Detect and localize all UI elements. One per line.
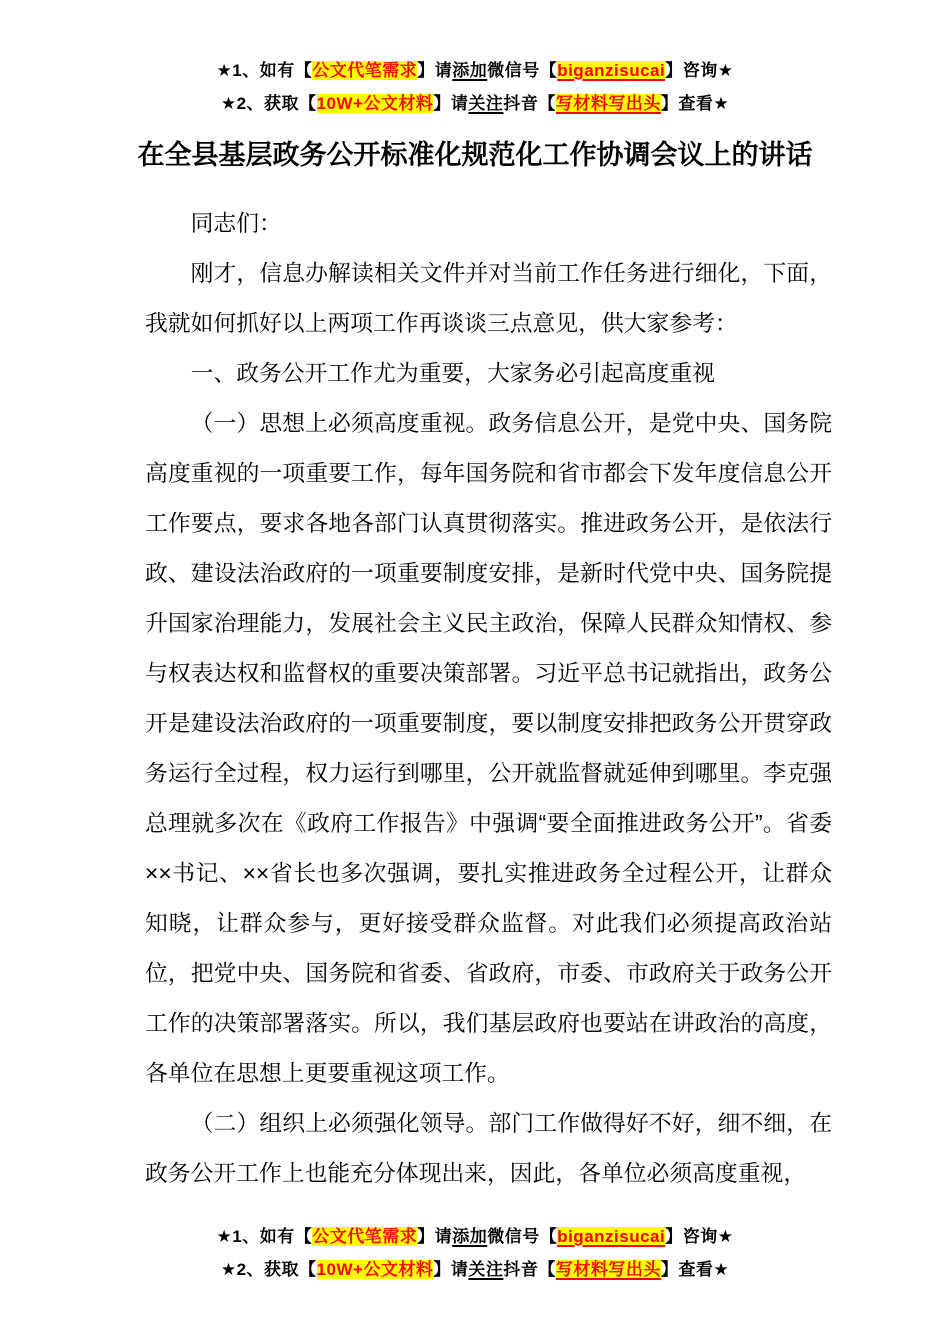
document-body: [0, 198, 950, 1198]
promo-segment: 】咨询★: [665, 1227, 734, 1246]
promo-segment: 写材料写出头: [555, 1260, 661, 1279]
promo-line-1: [0, 54, 950, 87]
promo-line-2: [0, 1253, 950, 1286]
promo-segment: 添加: [452, 1227, 488, 1246]
promo-segment: 】查看★: [660, 94, 730, 113]
promo-segment: 关注: [468, 1260, 504, 1279]
promo-segment: biganzisucai: [557, 1227, 666, 1246]
promo-segment: 】咨询★: [665, 61, 734, 80]
promo-line-1: [0, 1220, 950, 1253]
promo-segment: ★1、如有【: [216, 1227, 313, 1246]
promo-segment: biganzisucai: [557, 61, 666, 80]
paragraph-body: 刚才，信息办解读相关文件并对当前工作任务进行细化，下面，我就如何抓好以上两项工作再谈谈三点意见，供大家参考：: [145, 260, 832, 336]
promo-segment: ★1、如有【: [216, 61, 313, 80]
promo-segment: 】查看★: [660, 1260, 730, 1279]
promo-segment: 】请: [417, 61, 453, 80]
promo-segment: 10W+公文材料: [316, 1260, 434, 1279]
promo-segment: 】请: [433, 94, 469, 113]
promo-segment: ★2、获取【: [220, 1260, 317, 1279]
promo-segment: 添加: [452, 61, 488, 80]
paragraph-salutation: 同志们：: [190, 210, 282, 236]
promo-segment: 10W+公文材料: [316, 94, 434, 113]
promo-segment: 微信号【: [487, 61, 558, 80]
paragraph-heading: 一、政务公开工作尤为重要，大家务必引起高度重视: [190, 360, 715, 386]
promo-segment: 】请: [433, 1260, 469, 1279]
promo-banner-bottom: [0, 1220, 950, 1286]
promo-banner-top: [0, 0, 950, 120]
promo-segment: 】请: [417, 1227, 453, 1246]
promo-segment: 抖音【: [503, 94, 556, 113]
promo-segment: 公文代笔需求: [312, 1227, 418, 1246]
promo-line-2: [0, 87, 950, 120]
paragraph-body: （一）思想上必须高度重视。政务信息公开，是党中央、国务院高度重视的一项重要工作，每年国务院和省市都会下发年度信息公开工作要点，要求各地各部门认真贯彻落实。推进政务公开，是依法行政、建设法治政府的一项重要制度安排，是新时代党中央、国务院提升国家治理能力，发展社会主义民主政治，保障人民群众知情权、参与权表达权和监督权的重要决策部署。习近平总书记就指出，政务公开是建设法治政府的一项重要制度，要以制度安排把政务公开贯穿政务运行全过程，权力运行到哪里，公开就监督就延伸到哪里。李克强总理就多次在《政府工作报告》中强调“要全面推进政务公开”。省委××书记、××省长也多次强调，要扎实推进政务全过程公开，让群众知晓，让群众参与，更好接受群众监督。对此我们必须提高政治站位，把党中央、国务院和省委、省政府，市委、市政府关于政务公开工作的决策部署落实。所以，我们基层政府也要站在讲政治的高度，各单位在思想上更要重视这项工作。: [145, 410, 832, 1086]
promo-segment: 关注: [468, 94, 504, 113]
promo-segment: 抖音【: [503, 1260, 556, 1279]
promo-segment: 公文代笔需求: [312, 61, 418, 80]
promo-segment: 写材料写出头: [555, 94, 661, 113]
promo-segment: 微信号【: [487, 1227, 558, 1246]
promo-segment: ★2、获取【: [220, 94, 317, 113]
paragraph-body: （二）组织上必须强化领导。部门工作做得好不好，细不细，在政务公开工作上也能充分体现出来，因此，各单位必须高度重视，: [145, 1110, 832, 1186]
document-title: 在全县基层政务公开标准化规范化工作协调会议上的讲话: [137, 140, 813, 170]
